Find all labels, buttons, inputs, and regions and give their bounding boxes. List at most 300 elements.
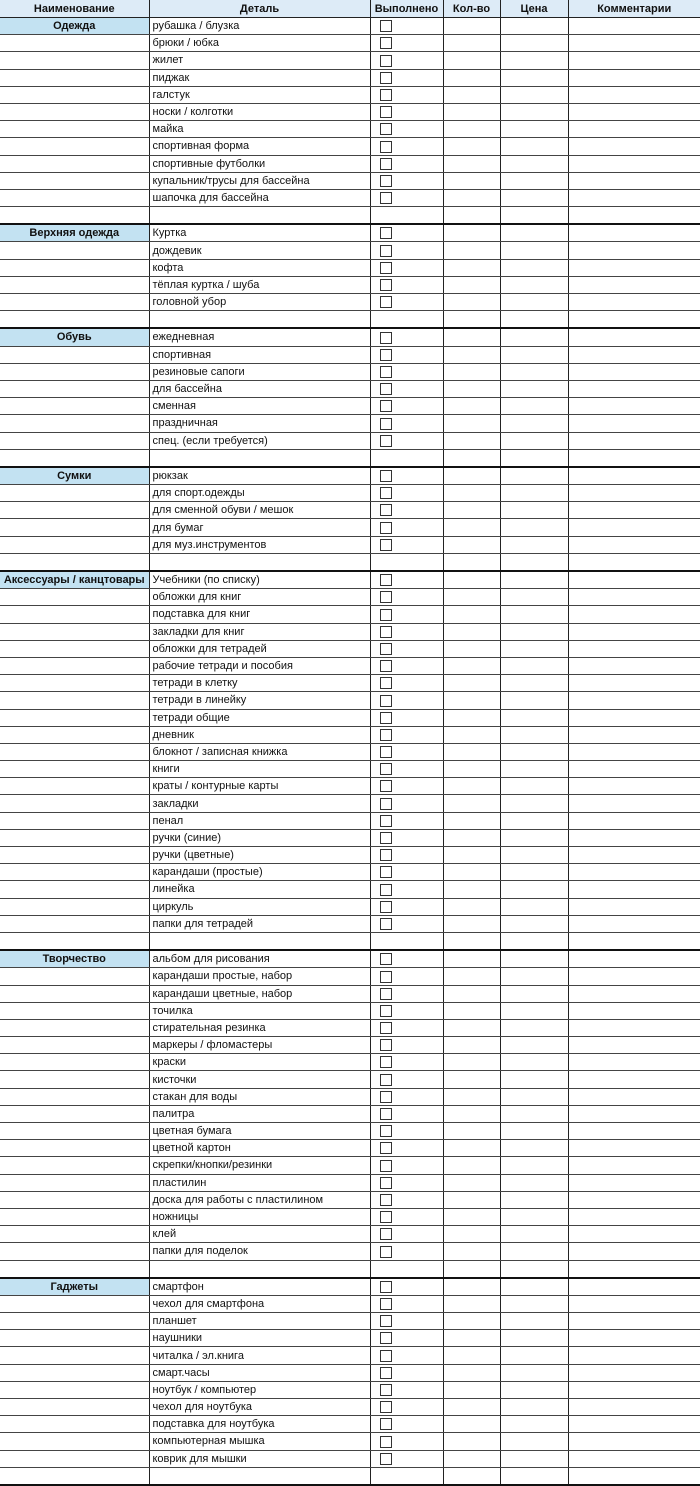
detail-cell[interactable]: майка <box>149 121 370 138</box>
price-cell[interactable] <box>500 69 568 86</box>
cell[interactable] <box>0 398 149 415</box>
qty-cell[interactable] <box>443 915 500 932</box>
price-cell[interactable] <box>500 1364 568 1381</box>
comment-cell[interactable] <box>568 346 700 363</box>
done-cell[interactable] <box>370 380 443 397</box>
checkbox[interactable] <box>380 832 392 844</box>
checkbox[interactable] <box>380 798 392 810</box>
comment-cell[interactable] <box>568 1399 700 1416</box>
qty-cell[interactable] <box>443 189 500 206</box>
comment-cell[interactable] <box>568 1433 700 1450</box>
detail-cell[interactable]: рабочие тетради и пособия <box>149 657 370 674</box>
price-cell[interactable] <box>500 743 568 760</box>
checkbox[interactable] <box>380 1281 392 1293</box>
done-cell[interactable] <box>370 276 443 293</box>
detail-cell[interactable]: тетради общие <box>149 709 370 726</box>
comment-cell[interactable] <box>568 881 700 898</box>
checkbox[interactable] <box>380 746 392 758</box>
detail-cell[interactable]: обложки для тетрадей <box>149 640 370 657</box>
detail-cell[interactable]: сменная <box>149 398 370 415</box>
detail-cell[interactable]: коврик для мышки <box>149 1450 370 1467</box>
qty-cell[interactable] <box>443 657 500 674</box>
checkbox[interactable] <box>380 158 392 170</box>
detail-cell[interactable]: ежедневная <box>149 328 370 346</box>
comment-cell[interactable] <box>568 155 700 172</box>
qty-cell[interactable] <box>443 1191 500 1208</box>
cell[interactable] <box>0 640 149 657</box>
done-cell[interactable] <box>370 1191 443 1208</box>
checkbox[interactable] <box>380 418 392 430</box>
detail-cell[interactable]: для сменной обуви / мешок <box>149 502 370 519</box>
price-cell[interactable] <box>500 571 568 589</box>
detail-cell[interactable]: спортивная форма <box>149 138 370 155</box>
cell[interactable] <box>0 311 149 329</box>
comment-cell[interactable] <box>568 795 700 812</box>
done-cell[interactable] <box>370 761 443 778</box>
detail-cell[interactable]: для бассейна <box>149 380 370 397</box>
qty-cell[interactable] <box>443 1364 500 1381</box>
done-cell[interactable] <box>370 743 443 760</box>
detail-cell[interactable]: краски <box>149 1054 370 1071</box>
comment-cell[interactable] <box>568 121 700 138</box>
detail-cell[interactable]: ручки (цветные) <box>149 847 370 864</box>
category-cell[interactable]: Верхняя одежда <box>0 224 149 242</box>
cell[interactable] <box>0 1054 149 1071</box>
comment-cell[interactable] <box>568 1347 700 1364</box>
comment-cell[interactable] <box>568 1037 700 1054</box>
detail-cell[interactable]: папки для тетрадей <box>149 915 370 932</box>
comment-cell[interactable] <box>568 242 700 259</box>
checkbox[interactable] <box>380 72 392 84</box>
done-cell[interactable] <box>370 709 443 726</box>
detail-cell[interactable]: подставка для ноутбука <box>149 1416 370 1433</box>
detail-cell[interactable]: головной убор <box>149 294 370 311</box>
detail-cell[interactable]: галстук <box>149 86 370 103</box>
comment-cell[interactable] <box>568 207 700 225</box>
cell[interactable] <box>0 1416 149 1433</box>
detail-cell[interactable]: Учебники (по списку) <box>149 571 370 589</box>
price-cell[interactable] <box>500 1037 568 1054</box>
detail-cell[interactable]: для спорт.одежды <box>149 485 370 502</box>
checkbox[interactable] <box>380 20 392 32</box>
qty-cell[interactable] <box>443 242 500 259</box>
done-cell[interactable] <box>370 898 443 915</box>
detail-cell[interactable] <box>149 553 370 571</box>
done-cell[interactable] <box>370 224 443 242</box>
done-cell[interactable] <box>370 915 443 932</box>
checkbox[interactable] <box>380 1160 392 1172</box>
price-cell[interactable] <box>500 950 568 968</box>
price-cell[interactable] <box>500 657 568 674</box>
comment-cell[interactable] <box>568 311 700 329</box>
comment-cell[interactable] <box>568 380 700 397</box>
price-cell[interactable] <box>500 1054 568 1071</box>
checkbox[interactable] <box>380 1436 392 1448</box>
cell[interactable] <box>0 1037 149 1054</box>
price-cell[interactable] <box>500 536 568 553</box>
price-cell[interactable] <box>500 1278 568 1296</box>
category-cell[interactable]: Сумки <box>0 467 149 485</box>
done-cell[interactable] <box>370 726 443 743</box>
checkbox[interactable] <box>380 763 392 775</box>
checkbox[interactable] <box>380 296 392 308</box>
detail-cell[interactable]: наушники <box>149 1330 370 1347</box>
cell[interactable] <box>0 657 149 674</box>
qty-cell[interactable] <box>443 1002 500 1019</box>
comment-cell[interactable] <box>568 589 700 606</box>
checkbox[interactable] <box>380 1298 392 1310</box>
detail-cell[interactable]: брюки / юбка <box>149 35 370 52</box>
qty-cell[interactable] <box>443 812 500 829</box>
detail-cell[interactable]: ноутбук / компьютер <box>149 1381 370 1398</box>
cell[interactable] <box>0 795 149 812</box>
price-cell[interactable] <box>500 294 568 311</box>
price-cell[interactable] <box>500 1450 568 1467</box>
done-cell[interactable] <box>370 1295 443 1312</box>
qty-cell[interactable] <box>443 1313 500 1330</box>
qty-cell[interactable] <box>443 640 500 657</box>
cell[interactable] <box>0 553 149 571</box>
done-cell[interactable] <box>370 1243 443 1260</box>
detail-cell[interactable]: карандаши простые, набор <box>149 968 370 985</box>
price-cell[interactable] <box>500 553 568 571</box>
done-cell[interactable] <box>370 485 443 502</box>
detail-cell[interactable]: блокнот / записная книжка <box>149 743 370 760</box>
price-cell[interactable] <box>500 589 568 606</box>
cell[interactable] <box>0 69 149 86</box>
detail-cell[interactable]: тёплая куртка / шуба <box>149 276 370 293</box>
price-cell[interactable] <box>500 932 568 950</box>
comment-cell[interactable] <box>568 1260 700 1278</box>
qty-cell[interactable] <box>443 606 500 623</box>
price-cell[interactable] <box>500 606 568 623</box>
price-cell[interactable] <box>500 881 568 898</box>
checkbox[interactable] <box>380 591 392 603</box>
comment-cell[interactable] <box>568 864 700 881</box>
qty-cell[interactable] <box>443 778 500 795</box>
price-cell[interactable] <box>500 1226 568 1243</box>
detail-cell[interactable]: пиджак <box>149 69 370 86</box>
detail-cell[interactable] <box>149 932 370 950</box>
detail-cell[interactable]: кисточки <box>149 1071 370 1088</box>
qty-cell[interactable] <box>443 1450 500 1467</box>
checkbox[interactable] <box>380 1453 392 1465</box>
done-cell[interactable] <box>370 415 443 432</box>
checkbox[interactable] <box>380 918 392 930</box>
price-cell[interactable] <box>500 829 568 846</box>
price-cell[interactable] <box>500 968 568 985</box>
qty-cell[interactable] <box>443 103 500 120</box>
checkbox[interactable] <box>380 37 392 49</box>
price-cell[interactable] <box>500 172 568 189</box>
cell[interactable] <box>0 675 149 692</box>
comment-cell[interactable] <box>568 1123 700 1140</box>
done-cell[interactable] <box>370 1381 443 1398</box>
done-cell[interactable] <box>370 1019 443 1036</box>
comment-cell[interactable] <box>568 1313 700 1330</box>
done-cell[interactable] <box>370 328 443 346</box>
detail-cell[interactable]: папки для поделок <box>149 1243 370 1260</box>
checkbox[interactable] <box>380 1228 392 1240</box>
cell[interactable] <box>0 829 149 846</box>
comment-cell[interactable] <box>568 1019 700 1036</box>
detail-cell[interactable]: обложки для книг <box>149 589 370 606</box>
checkbox[interactable] <box>380 504 392 516</box>
price-cell[interactable] <box>500 864 568 881</box>
done-cell[interactable] <box>370 812 443 829</box>
comment-cell[interactable] <box>568 449 700 467</box>
comment-cell[interactable] <box>568 276 700 293</box>
checkbox[interactable] <box>380 953 392 965</box>
comment-cell[interactable] <box>568 224 700 242</box>
comment-cell[interactable] <box>568 1330 700 1347</box>
detail-cell[interactable]: кофта <box>149 259 370 276</box>
done-cell[interactable] <box>370 675 443 692</box>
comment-cell[interactable] <box>568 778 700 795</box>
checkbox[interactable] <box>380 435 392 447</box>
category-cell[interactable]: Аксессуары / канцтовары <box>0 571 149 589</box>
cell[interactable] <box>0 1191 149 1208</box>
price-cell[interactable] <box>500 761 568 778</box>
checkbox[interactable] <box>380 971 392 983</box>
cell[interactable] <box>0 207 149 225</box>
qty-cell[interactable] <box>443 1088 500 1105</box>
comment-cell[interactable] <box>568 898 700 915</box>
cell[interactable] <box>0 985 149 1002</box>
detail-cell[interactable]: закладки для книг <box>149 623 370 640</box>
price-cell[interactable] <box>500 1416 568 1433</box>
done-cell[interactable] <box>370 1105 443 1122</box>
qty-cell[interactable] <box>443 259 500 276</box>
price-cell[interactable] <box>500 276 568 293</box>
qty-cell[interactable] <box>443 363 500 380</box>
cell[interactable] <box>0 589 149 606</box>
price-cell[interactable] <box>500 502 568 519</box>
price-cell[interactable] <box>500 519 568 536</box>
cell[interactable] <box>0 519 149 536</box>
qty-cell[interactable] <box>443 1347 500 1364</box>
cell[interactable] <box>0 1140 149 1157</box>
done-cell[interactable] <box>370 1088 443 1105</box>
qty-cell[interactable] <box>443 1260 500 1278</box>
comment-cell[interactable] <box>568 932 700 950</box>
detail-cell[interactable]: планшет <box>149 1313 370 1330</box>
cell[interactable] <box>0 1002 149 1019</box>
qty-cell[interactable] <box>443 692 500 709</box>
qty-cell[interactable] <box>443 589 500 606</box>
cell[interactable] <box>0 35 149 52</box>
qty-cell[interactable] <box>443 571 500 589</box>
category-cell[interactable]: Гаджеты <box>0 1278 149 1296</box>
detail-cell[interactable]: пластилин <box>149 1174 370 1191</box>
cell[interactable] <box>0 606 149 623</box>
price-cell[interactable] <box>500 1295 568 1312</box>
comment-cell[interactable] <box>568 1191 700 1208</box>
cell[interactable] <box>0 812 149 829</box>
qty-cell[interactable] <box>443 1123 500 1140</box>
cell[interactable] <box>0 103 149 120</box>
price-cell[interactable] <box>500 1071 568 1088</box>
price-cell[interactable] <box>500 155 568 172</box>
price-cell[interactable] <box>500 1002 568 1019</box>
detail-cell[interactable]: альбом для рисования <box>149 950 370 968</box>
comment-cell[interactable] <box>568 86 700 103</box>
price-cell[interactable] <box>500 985 568 1002</box>
comment-cell[interactable] <box>568 692 700 709</box>
detail-cell[interactable]: ручки (синие) <box>149 829 370 846</box>
checkbox[interactable] <box>380 574 392 586</box>
qty-cell[interactable] <box>443 138 500 155</box>
price-cell[interactable] <box>500 1467 568 1485</box>
price-cell[interactable] <box>500 398 568 415</box>
price-cell[interactable] <box>500 328 568 346</box>
qty-cell[interactable] <box>443 950 500 968</box>
comment-cell[interactable] <box>568 35 700 52</box>
qty-cell[interactable] <box>443 1243 500 1260</box>
checkbox[interactable] <box>380 123 392 135</box>
done-cell[interactable] <box>370 502 443 519</box>
qty-cell[interactable] <box>443 1295 500 1312</box>
checkbox[interactable] <box>380 988 392 1000</box>
done-cell[interactable] <box>370 1140 443 1157</box>
price-cell[interactable] <box>500 1347 568 1364</box>
detail-cell[interactable] <box>149 449 370 467</box>
checkbox[interactable] <box>380 106 392 118</box>
done-cell[interactable] <box>370 657 443 674</box>
checkbox[interactable] <box>380 1246 392 1258</box>
comment-cell[interactable] <box>568 328 700 346</box>
comment-cell[interactable] <box>568 18 700 35</box>
comment-cell[interactable] <box>568 69 700 86</box>
comment-cell[interactable] <box>568 536 700 553</box>
comment-cell[interactable] <box>568 623 700 640</box>
comment-cell[interactable] <box>568 1071 700 1088</box>
cell[interactable] <box>0 1467 149 1485</box>
comment-cell[interactable] <box>568 1381 700 1398</box>
qty-cell[interactable] <box>443 398 500 415</box>
checkbox[interactable] <box>380 89 392 101</box>
price-cell[interactable] <box>500 311 568 329</box>
price-cell[interactable] <box>500 1260 568 1278</box>
cell[interactable] <box>0 1313 149 1330</box>
price-cell[interactable] <box>500 35 568 52</box>
checkbox[interactable] <box>380 1384 392 1396</box>
done-cell[interactable] <box>370 1416 443 1433</box>
price-cell[interactable] <box>500 103 568 120</box>
done-cell[interactable] <box>370 571 443 589</box>
done-cell[interactable] <box>370 1226 443 1243</box>
price-cell[interactable] <box>500 432 568 449</box>
done-cell[interactable] <box>370 985 443 1002</box>
qty-cell[interactable] <box>443 69 500 86</box>
done-cell[interactable] <box>370 864 443 881</box>
qty-cell[interactable] <box>443 553 500 571</box>
detail-cell[interactable]: пенал <box>149 812 370 829</box>
checkbox[interactable] <box>380 712 392 724</box>
detail-cell[interactable]: купальник/трусы для бассейна <box>149 172 370 189</box>
price-cell[interactable] <box>500 467 568 485</box>
qty-cell[interactable] <box>443 35 500 52</box>
comment-cell[interactable] <box>568 52 700 69</box>
checkbox[interactable] <box>380 383 392 395</box>
qty-cell[interactable] <box>443 881 500 898</box>
price-cell[interactable] <box>500 86 568 103</box>
price-cell[interactable] <box>500 449 568 467</box>
done-cell[interactable] <box>370 449 443 467</box>
comment-cell[interactable] <box>568 294 700 311</box>
detail-cell[interactable]: для муз.инструментов <box>149 536 370 553</box>
comment-cell[interactable] <box>568 1364 700 1381</box>
detail-cell[interactable] <box>149 1467 370 1485</box>
cell[interactable] <box>0 1347 149 1364</box>
comment-cell[interactable] <box>568 1140 700 1157</box>
cell[interactable] <box>0 1174 149 1191</box>
comment-cell[interactable] <box>568 640 700 657</box>
qty-cell[interactable] <box>443 485 500 502</box>
done-cell[interactable] <box>370 155 443 172</box>
detail-cell[interactable]: читалка / эл.книга <box>149 1347 370 1364</box>
done-cell[interactable] <box>370 795 443 812</box>
detail-cell[interactable]: скрепки/кнопки/резинки <box>149 1157 370 1174</box>
comment-cell[interactable] <box>568 1416 700 1433</box>
comment-cell[interactable] <box>568 1226 700 1243</box>
cell[interactable] <box>0 502 149 519</box>
comment-cell[interactable] <box>568 915 700 932</box>
comment-cell[interactable] <box>568 1054 700 1071</box>
checkbox[interactable] <box>380 780 392 792</box>
checkbox[interactable] <box>380 1108 392 1120</box>
price-cell[interactable] <box>500 1330 568 1347</box>
qty-cell[interactable] <box>443 675 500 692</box>
qty-cell[interactable] <box>443 536 500 553</box>
qty-cell[interactable] <box>443 709 500 726</box>
cell[interactable] <box>0 346 149 363</box>
qty-cell[interactable] <box>443 847 500 864</box>
done-cell[interactable] <box>370 207 443 225</box>
checkbox[interactable] <box>380 192 392 204</box>
qty-cell[interactable] <box>443 1105 500 1122</box>
detail-cell[interactable]: палитра <box>149 1105 370 1122</box>
price-cell[interactable] <box>500 380 568 397</box>
cell[interactable] <box>0 242 149 259</box>
detail-cell[interactable]: ножницы <box>149 1208 370 1225</box>
comment-cell[interactable] <box>568 467 700 485</box>
checkbox[interactable] <box>380 175 392 187</box>
checkbox[interactable] <box>380 349 392 361</box>
done-cell[interactable] <box>370 847 443 864</box>
qty-cell[interactable] <box>443 346 500 363</box>
done-cell[interactable] <box>370 1208 443 1225</box>
checkbox[interactable] <box>380 729 392 741</box>
qty-cell[interactable] <box>443 207 500 225</box>
cell[interactable] <box>0 1088 149 1105</box>
checkbox[interactable] <box>380 1074 392 1086</box>
qty-cell[interactable] <box>443 276 500 293</box>
detail-cell[interactable]: карандаши (простые) <box>149 864 370 881</box>
detail-cell[interactable] <box>149 311 370 329</box>
detail-cell[interactable]: закладки <box>149 795 370 812</box>
comment-cell[interactable] <box>568 189 700 206</box>
detail-cell[interactable]: шапочка для бассейна <box>149 189 370 206</box>
price-cell[interactable] <box>500 1123 568 1140</box>
comment-cell[interactable] <box>568 571 700 589</box>
detail-cell[interactable]: для бумаг <box>149 519 370 536</box>
price-cell[interactable] <box>500 18 568 35</box>
comment-cell[interactable] <box>568 432 700 449</box>
detail-cell[interactable]: рюкзак <box>149 467 370 485</box>
comment-cell[interactable] <box>568 172 700 189</box>
price-cell[interactable] <box>500 1243 568 1260</box>
